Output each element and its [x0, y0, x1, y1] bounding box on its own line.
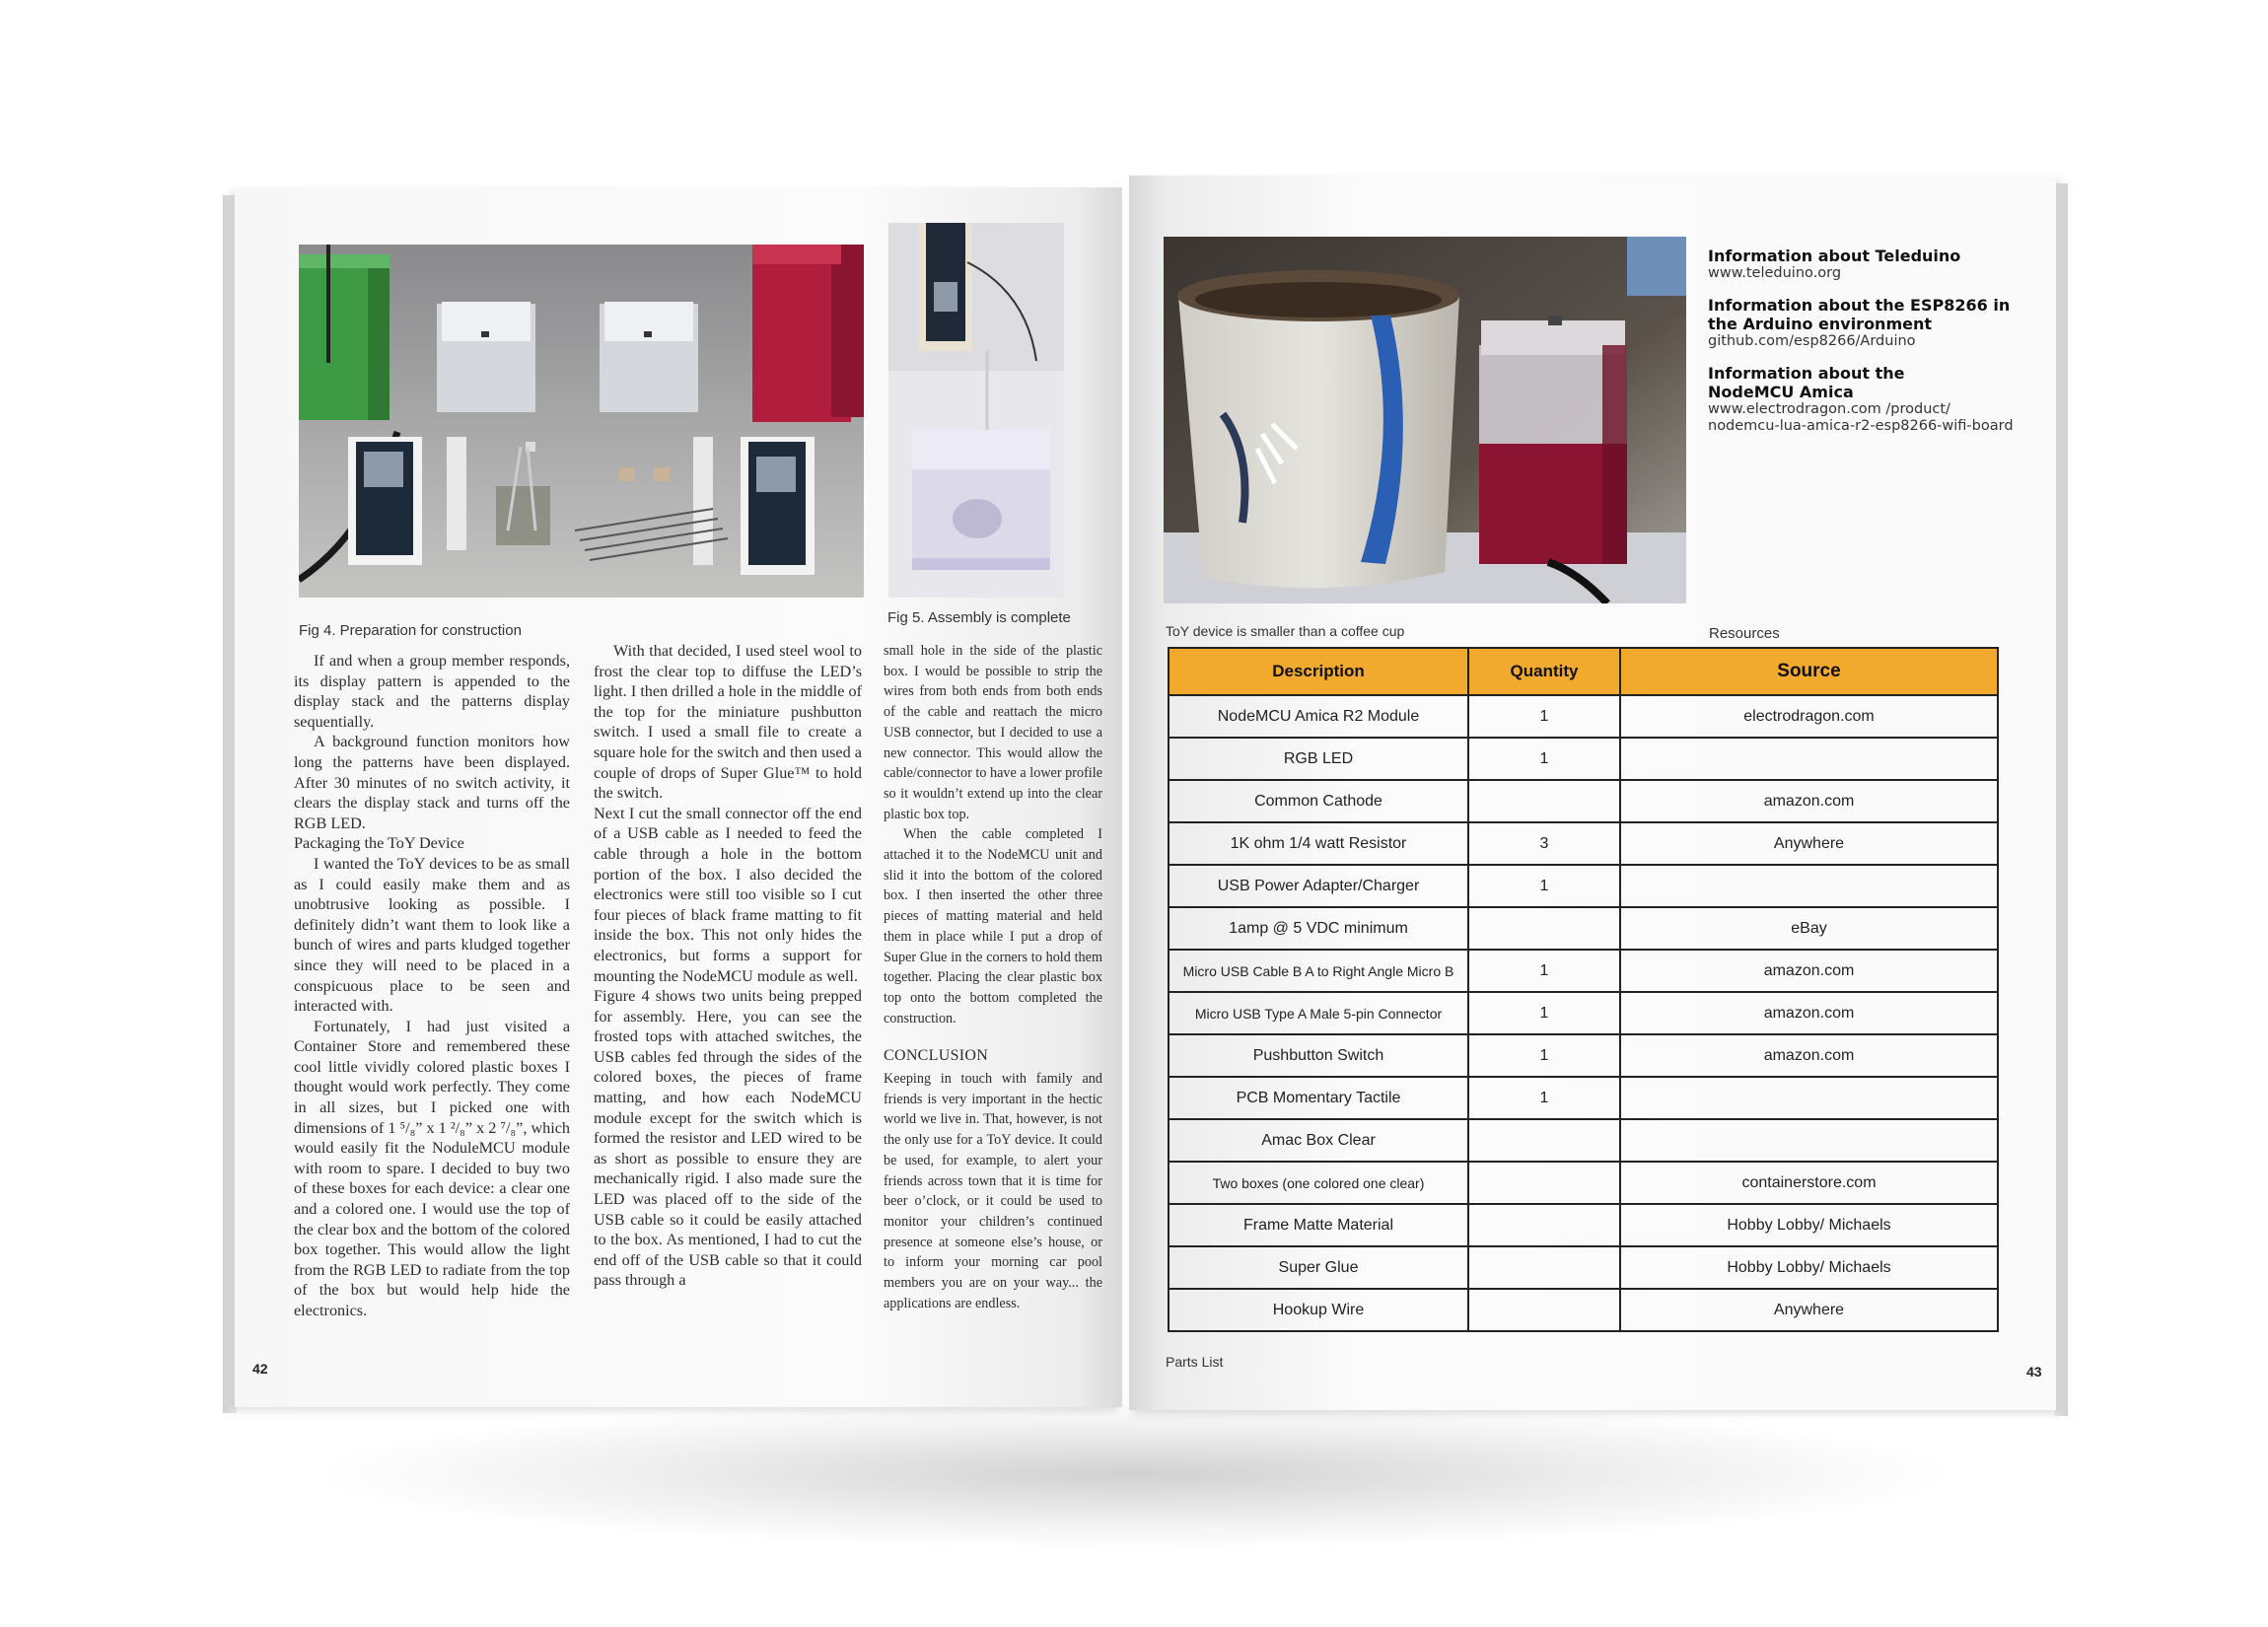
parts-caption: Parts List: [1166, 1354, 1224, 1370]
cell-quantity: 1: [1468, 865, 1620, 907]
resource-item: [1708, 364, 2021, 435]
right-page: [1129, 176, 2056, 1410]
cell-quantity: [1468, 1162, 1620, 1204]
cell-source: amazon.com: [1620, 950, 1998, 992]
paragraph: Fortunately, I had just visited a Container Store and remembered these cool little vividly colored plastic boxes I thought would work perfectly. They come in all sizes, but I picked one with dimensions of 1 ⁵/₈” x 1 ²/₈” x 2 ⁷/₈”, which would easily fit the NoduleMCU module with room to spare. I decided to buy two of these boxes for each device: a clear one and a colored one. I would use the top of the clear box and the bottom of the colored box together. This would allow the light from the RGB LED to radiate from the top of the box but would help hide the electronics.: [294, 1017, 570, 1319]
table-row: [1169, 738, 1998, 780]
cell-description: Common Cathode: [1169, 780, 1468, 822]
column-header-source: Source: [1620, 648, 1998, 695]
paragraph: When the cable completed I attached it to the NodeMCU unit and slid it into the bottom of the colored box. I then inserted the other three pieces of matting material and held them in place while I put a drop of Super Glue in the corners to hold them together. Placing the clear plastic box top onto the bottom completed the construction.: [884, 826, 1102, 1026]
paragraph: Figure 4 shows two units being prepped for assembly. Here, you can see the frosted tops with attached switches, the USB cables fed through the sides of the colored boxes, the pieces of frame matting, and how each NodeMCU module except for the switch which is formed the resistor and LED wired to be as short as possible to ensure they are mechanically rigid. I also made sure the LED was placed off to the side of the USB cable so it could be easily attached to the box. As mentioned, I had to cut the end off of the USB cable so that it could pass through a: [594, 987, 862, 1290]
cell-source: Anywhere: [1620, 1289, 1998, 1331]
cell-quantity: 1: [1468, 1034, 1620, 1077]
subheading: Packaging the ToY Device: [294, 834, 464, 853]
cell-description: Micro USB Type A Male 5-pin Connector: [1169, 992, 1468, 1034]
table-row: [1169, 695, 1998, 738]
column-header-description: Description: [1169, 648, 1468, 695]
cell-description: 1amp @ 5 VDC minimum: [1169, 907, 1468, 950]
cell-quantity: 1: [1468, 992, 1620, 1034]
cell-quantity: [1468, 907, 1620, 950]
cell-description: Two boxes (one colored one clear): [1169, 1162, 1468, 1204]
cell-description: Hookup Wire: [1169, 1289, 1468, 1331]
cell-quantity: [1468, 1119, 1620, 1162]
resource-title: Information about the ESP8266 in the Arduino environment: [1708, 296, 2011, 333]
parts-table-body: [1169, 695, 1998, 1331]
right-page-edge: [2054, 183, 2068, 1416]
table-row: [1169, 1289, 1998, 1331]
table-row: [1169, 1119, 1998, 1162]
text-column-1: [294, 651, 570, 1321]
cell-source: amazon.com: [1620, 992, 1998, 1034]
fig5-photo: [888, 223, 1064, 598]
book-shadow: [325, 1400, 1943, 1548]
cell-source: amazon.com: [1620, 1034, 1998, 1077]
cell-source: Hobby Lobby/ Michaels: [1620, 1246, 1998, 1289]
cell-quantity: 1: [1468, 738, 1620, 780]
resource-link[interactable]: github.com/esp8266/Arduino: [1708, 333, 1916, 349]
table-row: [1169, 780, 1998, 822]
cell-source: amazon.com: [1620, 780, 1998, 822]
resource-item: [1708, 296, 2021, 350]
cell-source: [1620, 1119, 1998, 1162]
conclusion-heading: CONCLUSION: [884, 1047, 989, 1065]
cell-quantity: [1468, 1246, 1620, 1289]
parts-table: [1168, 647, 1999, 1332]
table-row: [1169, 1204, 1998, 1246]
photo-caption: ToY device is smaller than a coffee cup: [1166, 623, 1405, 639]
cell-source: electrodragon.com: [1620, 695, 1998, 738]
resource-title: Information about the NodeMCU Amica: [1708, 364, 1905, 401]
coffee-cup-photo: [1164, 237, 1686, 603]
table-row: [1169, 950, 1998, 992]
table-row: [1169, 992, 1998, 1034]
cell-source: eBay: [1620, 907, 1998, 950]
cell-source: [1620, 865, 1998, 907]
cell-description: Micro USB Cable B A to Right Angle Micro B: [1169, 950, 1468, 992]
cell-quantity: 1: [1468, 950, 1620, 992]
conclusion-text: Keeping in touch with family and friends is very important in the hectic world we live in. That, however, is not the only use for a ToY device. It could be used, for example, to alert your friends across town that it is time for beer o’clock, or it could be used to monitor your children’s continued presence at someone else’s house, or to inform your morning car pool members you are on your way... the applications are endless.: [884, 1071, 1102, 1311]
cell-quantity: 1: [1468, 695, 1620, 738]
cell-description: Super Glue: [1169, 1246, 1468, 1289]
fig5-caption: Fig 5. Assembly is complete: [887, 609, 1071, 626]
page-number-left: 42: [252, 1361, 268, 1377]
column-header-quantity: Quantity: [1468, 648, 1620, 695]
cell-description: Amac Box Clear: [1169, 1119, 1468, 1162]
cell-description: USB Power Adapter/Charger: [1169, 865, 1468, 907]
resource-link[interactable]: www.electrodragon.com /product/ nodemcu-lua-amica-r2-esp8266-wifi-board: [1708, 401, 2014, 434]
cell-description: Frame Matte Material: [1169, 1204, 1468, 1246]
table-row: [1169, 865, 1998, 907]
cell-description: 1K ohm 1/4 watt Resistor: [1169, 822, 1468, 865]
text-column-3: [884, 641, 1102, 1314]
table-row: [1169, 1077, 1998, 1119]
cell-description: PCB Momentary Tactile: [1169, 1077, 1468, 1119]
cell-quantity: 1: [1468, 1077, 1620, 1119]
paragraph: If and when a group member responds, its display pattern is appended to the display stack and the patterns display sequentially.: [294, 652, 570, 731]
table-row: [1169, 1246, 1998, 1289]
cell-source: Hobby Lobby/ Michaels: [1620, 1204, 1998, 1246]
resources-list: [1708, 247, 2021, 449]
table-row: [1169, 1034, 1998, 1077]
resources-caption: Resources: [1709, 625, 1780, 642]
paragraph: With that decided, I used steel wool to frost the clear top to diffuse the LED’s light. I then drilled a hole in the middle of the top for the miniature pushbutton switch. I used a small file to create a square hole for the switch and then used a couple of drops of Super Glue™ to hold the switch.: [594, 642, 862, 803]
resource-title: Information about Teleduino: [1708, 247, 1961, 265]
paragraph: Next I cut the small connector off the end of a USB cable as I needed to feed the cable through a hole in the bottom portion of the box. I also decided the electronics were still too visible so I cut four pieces of black frame matting to fit inside the box. This not only hides the electronics, but forms a support for mounting the NodeMCU module as well.: [594, 804, 862, 985]
table-row: [1169, 822, 1998, 865]
cell-source: Anywhere: [1620, 822, 1998, 865]
cell-quantity: 3: [1468, 822, 1620, 865]
cell-quantity: [1468, 1204, 1620, 1246]
cell-quantity: [1468, 780, 1620, 822]
cell-description: NodeMCU Amica R2 Module: [1169, 695, 1468, 738]
page-number-right: 43: [2026, 1364, 2042, 1379]
cell-quantity: [1468, 1289, 1620, 1331]
cell-description: RGB LED: [1169, 738, 1468, 780]
text-column-2: [594, 641, 862, 1291]
resource-item: [1708, 247, 2021, 282]
table-row: [1169, 1162, 1998, 1204]
cell-source: [1620, 1077, 1998, 1119]
fig4-caption: Fig 4. Preparation for construction: [299, 622, 522, 639]
cell-source: [1620, 738, 1998, 780]
left-page: [235, 187, 1122, 1407]
cell-source: containerstore.com: [1620, 1162, 1998, 1204]
table-header-row: [1169, 648, 1998, 695]
paragraph: I wanted the ToY devices to be as small as I could easily make them and as unobtrusive looking as possible. I definitely didn’t want them to look like a bunch of wires and parts kludged together since they will need to be placed in a conspicuous place to be seen and interacted with.: [294, 854, 570, 1016]
fig4-photo: [299, 245, 864, 598]
cell-description: Pushbutton Switch: [1169, 1034, 1468, 1077]
paragraph: A background function monitors how long the patterns have been displayed. After 30 minutes of no switch activity, it clears the display stack and turns off the RGB LED.: [294, 733, 570, 832]
resource-link[interactable]: www.teleduino.org: [1708, 265, 1842, 281]
table-row: [1169, 907, 1998, 950]
paragraph: small hole in the side of the plastic box. I would be possible to strip the wires from both ends from both ends of the cable and reattach the micro USB connector, but I decided to use a new connector. This would allow the cable/connector to have a lower profile so it wouldn’t extend up into the clear plastic box top.: [884, 643, 1102, 822]
